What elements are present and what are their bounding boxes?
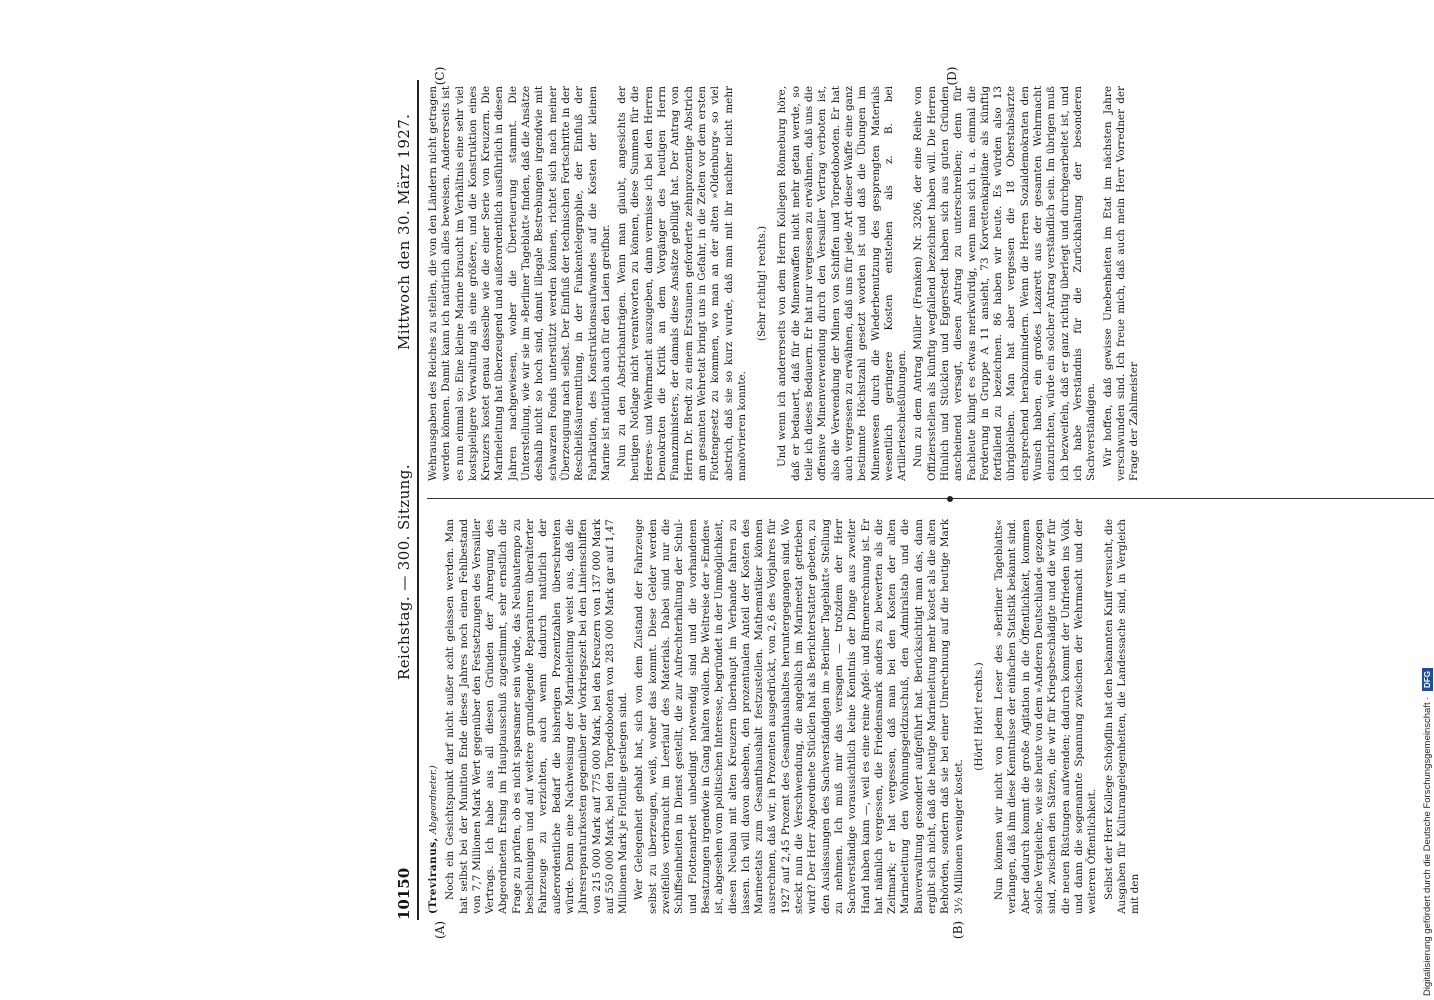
right-text-column	[427, 86, 1434, 481]
interjection: (Hört! Hört! rechts.)	[972, 662, 985, 771]
paragraph: Wer Gelegenheit gehabt hat, sich von dem Zustand der Fahrzeuge selbst zu überzeugen, weiß, woher das kommt. Diese Gelder werden zweifellos verbraucht im Leerlauf des Materials. Dabei sind nur die Schiffseinheiten in Dienst gestellt, die zur Aufrechterhaltung der Schul- und Flottenarbeit unbedingt notwendig sind und die vorhandenen Besatzungen irgendwie in Gang halten wollen. Die Weltreise der »Emden« ist, abgesehen vom politischen Interesse, begründet in der Unmöglichkeit, diesen Neubau mit alten Kreuzern überhaupt im Verbande fahren zu lassen. Ich will davon absehen, den prozentualen Anteil der Kosten des Marineetats zum Gesamthaushalt festzustellen. Mathematiker können ausrechnen, daß wir, in Prozenten ausgedrückt, von 2,6 des Vorjahres für 1927 auf 2,45 Prozent des Gesamthaushaltes heruntergegangen sind. Wo steckt nun die Verschwendung, die angeblich im Marineetat getrieben wird? Der Herr Abgeordnete Stücklen hat als Berichterstatter gebeten, zu den Auslassungen des Sachverständigen im »Berliner Tageblatt« Stellung zu nehmen. Ich muß mir das versagen — trotzdem der Herr Sachverständige voraussichtlich keine Kenntnis der Dinge aus zweiter Hand haben kann —, weil es eine reine Apfel- und Birnenrechnung ist. Er hat nämlich vergessen, die Friedensmark anders zu bewerten als die Zeitmark; er hat vergessen, daß man bei den Kosten der alten Marineleitung den Wohnungsgeldzuschuß, den Admiralstab und die Bauverwaltung gesondert aufgeführt hat. Berücksichtigt man das, dann ergibt sich nicht, daß die heutige Marineleitung mehr kostet als die alten Behörden, sondern daß sie bei einer Umrechnung auf die heutige Mark 3½ Millionen weniger kostet.	[633, 519, 965, 914]
digitization-credit	[1421, 10, 1433, 996]
paragraph: Nun zu dem Antrag Müller (Franken) Nr. 3206, der eine Reihe von Offiziersstellen als künftig wegfallend bezeichnet haben will. Die Herren Hünlich und Stücklen und Eggerstedt haben sich aus guten Gründen anscheinend versagt, diesen Antrag zu unterschreiben; denn für Fachleute klingt es etwas merkwürdig, wenn man sich u. a. einmal die Forderung in Gruppe A 11 ansieht, 73 Korvettenkapitäne als künftig fortfallend zu bezeichnen. 86 haben wir heute. Es würden also 13 übrigbleiben. Man hat aber vergessen die 18 Oberstabsärzte entsprechend herabzumindern. Wenn die Herren Sozialdemokraten den Wunsch haben, ein großes Lazarett aus der gesamten Wehrmacht einzurichten, würde ein solcher Antrag verständlich sein. Im übrigen muß ich bezweifeln, daß er ganz richtig überlegt und durchgearbeitet ist, und ich habe Verständnis für die Zurückhaltung der besonderen Sachverständigen.	[912, 86, 1098, 481]
paragraph: Nun können wir nicht von jedem Leser des »Berliner Tageblatts« verlangen, daß ihm diese Kenntnisse der einfachen Statistik bekannt sind. Aber dadurch kommt die große Agitation in die Öffentlichkeit, kommen solche Vergleiche, wie sie heute von dem »Anderen Deutschland« gezogen sind, zwischen den Sätzen, die wir für Kriegsbeschädigte und die wir für die neuen Rüstungen aufwenden; dadurch kommt der Unfrieden ins Volk und dann die sogenannte Spannung zwischen der Wehrmacht und der weiteren Öffentlichkeit.	[993, 519, 1099, 914]
margin-mark-d: (D)	[945, 66, 959, 86]
speaker-role: Abgeordneter.)	[429, 765, 439, 834]
paragraph: Noch ein Gesichtspunkt darf nicht außer acht gelassen werden. Man hat selbst bei der Munition Ende dieses Jahres noch einen Fehlbestand von 7,7 Millionen Mark Wert gegenüber den Festsetzungen des Versailler Vertrags. Ich habe aus all diesen Gründen der Anregung des Abgeordneten Ersing im Hauptausschuß zugestimmt, sehr ernstlich die Frage zu prüfen, ob es nicht sparsamer sein würde, das Neubautempo zu beschleunigen und auf weitere grundlegende Reparaturen überalterter Fahrzeuge zu verzichten, auch wenn dadurch natürlich der außerordentliche Bedarf die bisherigen Prozentzahlen überschreiten würde. Denn eine Nachweisung der Marineleitung weist aus, daß die Jahresreparaturkosten gegenüber der Vorkriegszeit bei den Linienschiffen von 215 000 Mark auf 775 000 Mark, bei den Kreuzern von 137 000 Mark auf 550 000 Mark, bei den Torpedobooten von 283 000 Mark gar auf 1,47 Millionen Mark je Flottille gestiegen sind.	[444, 519, 630, 914]
left-text-column	[427, 519, 1434, 914]
column-divider	[427, 498, 1434, 499]
paragraph: Und wenn ich andererseits von dem Herrn Kollegen Rönneburg höre, daß er bedauert, daß für die Minenwaffen nicht mehr getan werde, so teile ich dieses Bedauern. Er hat nur vergessen zu erwähnen, daß uns die offensive Minenverwendung durch den Versailler Vertrag verboten ist, also die Verwendung der Minen von Schiffen und Torpedobooten. Er hat auch vergessen zu erwähnen, daß uns für jede Art dieser Waffe eine ganz bestimmte Höchstzahl gesetzt worden ist und daß die Übungen im Minenwesen durch die Wiederbenutzung des gesprengten Materials wesentlich geringere Kosten entstehen als z. B. bei Artillerieschießübungen.	[776, 86, 909, 481]
margin-mark-b: (B)	[951, 920, 965, 940]
session-label: Reichstag. — 300. Sitzung.	[395, 464, 413, 680]
header-rule	[417, 80, 419, 920]
speaker-name: (Treviranus,	[427, 837, 439, 914]
margin-mark-a: (A)	[433, 920, 447, 940]
paragraph: Wir hoffen, daß gewisse Unebenheiten im Etat im nächsten Jahre verschwunden sind. Ich freue mich, daß auch mein Herr Vorredner der Frage der Zahlmeister	[1101, 86, 1141, 481]
page-number: 10150	[395, 867, 413, 920]
paragraph: Selbst der Herr Kollege Schöpflin hat den bekannten Kniff versucht, die Ausgaben für Kulturangelegenheiten, die Landessache sind, in Vergleich mit den	[1102, 519, 1142, 914]
credit-text: Digitalisierung gefördert durch die Deutsche Forschungsgemeinschaft ·	[1422, 696, 1433, 996]
speaker-line	[427, 519, 441, 914]
interjection: (Sehr richtig! rechts.)	[756, 225, 769, 342]
paragraph: Wehrausgaben des Reiches zu stellen, die von den Ländern nicht getragen werden können. Damit kann ich natürlich alles beweisen. Andererseits ist es nun einmal so: Eine kleine Marine braucht im Verhältnis eine sehr viel kostspieligere Verwaltung als eine größere, und die Konstruktion eines Kreuzers kostet genau dasselbe wie die einer Serie von Kreuzern. Die Marineleitung hat überzeugend und außerordentlich ausführlich in diesen Jahren nachgewiesen, woher die Überteuerung stammt. Die Unterstellung, wie wir sie im »Berliner Tageblatt« finden, daß die Ansätze deshalb nicht so hoch sind, damit illegale Bestrebungen irgendwie mit schwarzen Fonds unterstützt werden können, richtet sich nach meiner Überzeugung nach selbst. Der Einfluß der technischen Fortschritte in der Reschleißsäuremittlung, in der Funkentelegraphie, der Einfluß der Fabrikation, des Konstruktionsaufwandes auf die Kosten der kleinen Marine ist natürlich auch für den Laien greifbar.	[427, 86, 612, 481]
credit-text-line	[1422, 16, 1434, 996]
rotated-document-page	[377, 60, 1434, 940]
paragraph: Nun zu den Abstrichanträgen. Wenn man glaubt, angesichts der heutigen Notlage nicht verantworten zu können, diese Summen für die Heeres- und Wehrmacht auszugeben, dann vermisse ich bei den Herren Demokraten die Kritik an dem Vorgänger des heutigen Herrn Finanzministers, der damals diese Ansätze gebilligt hat. Der Antrag von Herrn Dr. Bredt zu einem Erstaunen geforderte zehnprozentige Abstrich am gesamten Wehretat bringt uns in Gefahr, in die Zeiten vor dem ersten Flottengesetz zu kommen, wo man an der alten »Oldenburg« so viel abstrich, daß sie so kurz wurde, daß man mit ihr nachher nicht mehr manövrieren konnte.	[616, 86, 748, 481]
margin-dot	[947, 496, 953, 502]
date-label: Mittwoch den 30. März 1927.	[395, 113, 413, 350]
margin-mark-c: (C)	[433, 66, 447, 86]
dfg-logo: DFG	[1422, 668, 1433, 691]
